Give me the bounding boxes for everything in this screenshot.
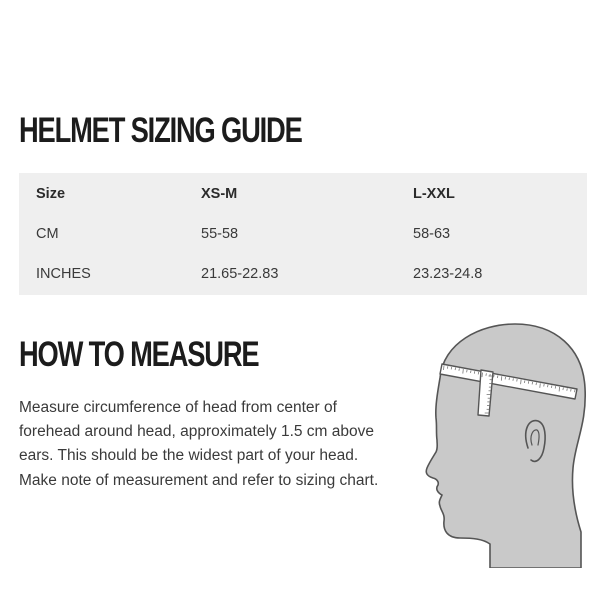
table-row-inches — [19, 264, 587, 284]
header-size: Size — [36, 186, 66, 202]
tape-tick — [521, 380, 522, 385]
inches-l-xxl-value: 23.23-24.8 — [413, 266, 483, 282]
tape-tick — [532, 382, 533, 385]
tape-tick — [524, 380, 525, 383]
tape-tick — [455, 368, 456, 371]
header-l-xxl: L-XXL — [413, 186, 455, 202]
tape-tick — [548, 385, 549, 388]
cm-l-xxl-value: 58-63 — [413, 226, 451, 242]
sizing-guide-title: HELMET SIZING GUIDE — [19, 111, 302, 150]
tape-tick — [571, 389, 572, 392]
measure-instructions: Measure circumference of head from center of forehead around head, approximately 1.5 cm above ears. This should be the widest part of your head. Make note of measurement and refer to sizing chart. — [19, 399, 379, 489]
tape-tick — [555, 386, 556, 389]
row-label-cm: CM — [36, 226, 59, 242]
tape-tick — [567, 388, 568, 391]
tape-tick — [536, 383, 537, 386]
tape-tick — [451, 367, 452, 370]
tape-tick — [444, 366, 445, 371]
tape-tick — [474, 371, 475, 374]
tape-tick — [471, 371, 472, 374]
tape-tick — [463, 369, 464, 374]
tape-tick — [509, 378, 510, 381]
how-to-measure-title: HOW TO MEASURE — [19, 335, 259, 374]
tape-tick — [459, 368, 460, 371]
table-row-cm — [19, 224, 587, 244]
tape-tick — [482, 373, 483, 378]
table-header-row — [19, 184, 587, 204]
tape-tick — [559, 387, 560, 392]
tape-tick — [486, 373, 487, 376]
tape-tick — [575, 390, 576, 393]
tape-tick — [528, 381, 529, 384]
tape-tick — [494, 375, 495, 378]
inches-xs-m-value: 21.65-22.83 — [201, 266, 279, 282]
tape-tick — [513, 378, 514, 381]
tape-tick — [447, 366, 448, 369]
tape-tick — [497, 376, 498, 379]
tape-tick — [551, 385, 552, 388]
tape-tick — [501, 376, 502, 381]
tape-tick — [517, 379, 518, 382]
tape-tick — [540, 383, 541, 388]
tape-tick — [505, 377, 506, 380]
cm-xs-m-value: 55-58 — [201, 226, 239, 242]
tape-tick — [478, 372, 479, 375]
header-xs-m: XS-M — [201, 186, 238, 202]
head-silhouette — [426, 324, 585, 568]
tape-tick — [467, 370, 468, 373]
row-label-inches: INCHES — [36, 266, 91, 282]
tape-tick — [563, 388, 564, 391]
sizing-table — [19, 173, 587, 295]
head-measuring-tape-illustration — [405, 318, 595, 568]
tape-tick — [544, 384, 545, 387]
